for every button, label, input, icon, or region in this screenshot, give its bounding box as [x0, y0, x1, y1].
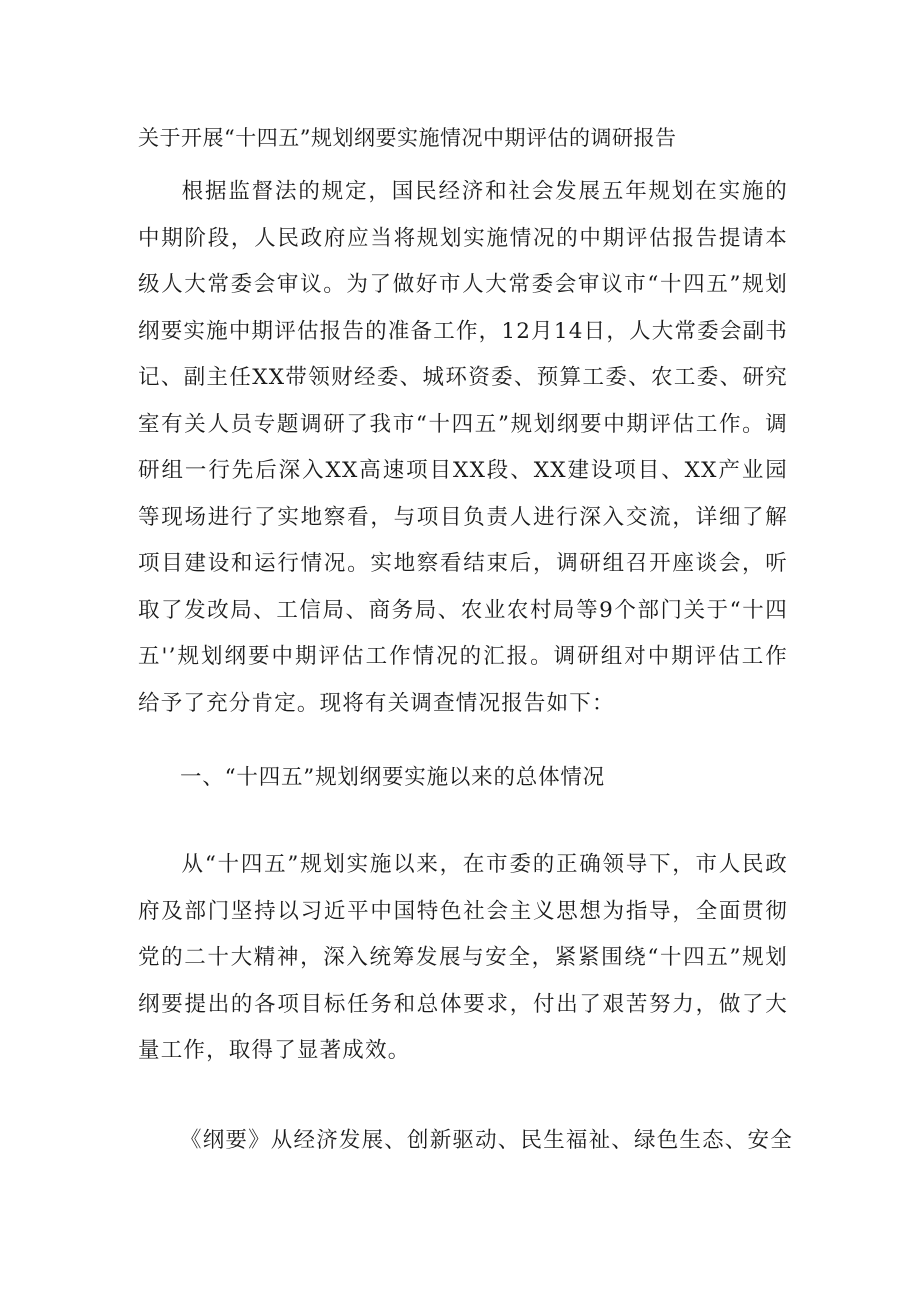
- paragraph-overall-text: 从“十四五”规划实施以来，在市委的正确领导下，市人民政府及部门坚持以习近平中国特色社会主义思想为指导，全面贯彻党的二十大精神，深入统筹发展与安全，紧紧围绕“十四五”规划纲要提出的各项目标任务和总体要求，付出了艰苦努力，做了大量工作，取得了显著成效。: [138, 852, 788, 1063]
- section-heading-overall: 一、“十四五”规划纲要实施以来的总体情况: [180, 765, 605, 790]
- document-title: 关于开展“十四五”规划纲要实施情况中期评估的调研报告: [138, 126, 677, 150]
- paragraph-outline: 《纲要》从经济发展、创新驱动、民生福祉、绿色生态、安全: [180, 1128, 793, 1153]
- paragraph-intro: [138, 169, 788, 727]
- paragraph-overall: [138, 842, 788, 1075]
- paragraph-intro-text: 根据监督法的规定，国民经济和社会发展五年规划在实施的中期阶段，人民政府应当将规划实施情况的中期评估报告提请本级人大常委会审议。为了做好市人大常委会审议市“十四五”规划纲要实施中期评估报告的准备工作，12月14日，人大常委会副书记、副主任XX带领财经委、城环资委、预算工委、农工委、研究室有关人员专题调研了我市“十四五”规划纲要中期评估工作。调研组一行先后深入XX高速项目XX段、XX建设项目、XX产业园等现场进行了实地察看，与项目负责人进行深入交流，详细了解项目建设和运行情况。实地察看结束后，调研组召开座谈会，听取了发改局、工信局、商务局、农业农村局等9个部门关于“十四五'’规划纲要中期评估工作情况的汇报。调研组对中期评估工作给予了充分肯定。现将有关调查情况报告如下：: [138, 179, 788, 716]
